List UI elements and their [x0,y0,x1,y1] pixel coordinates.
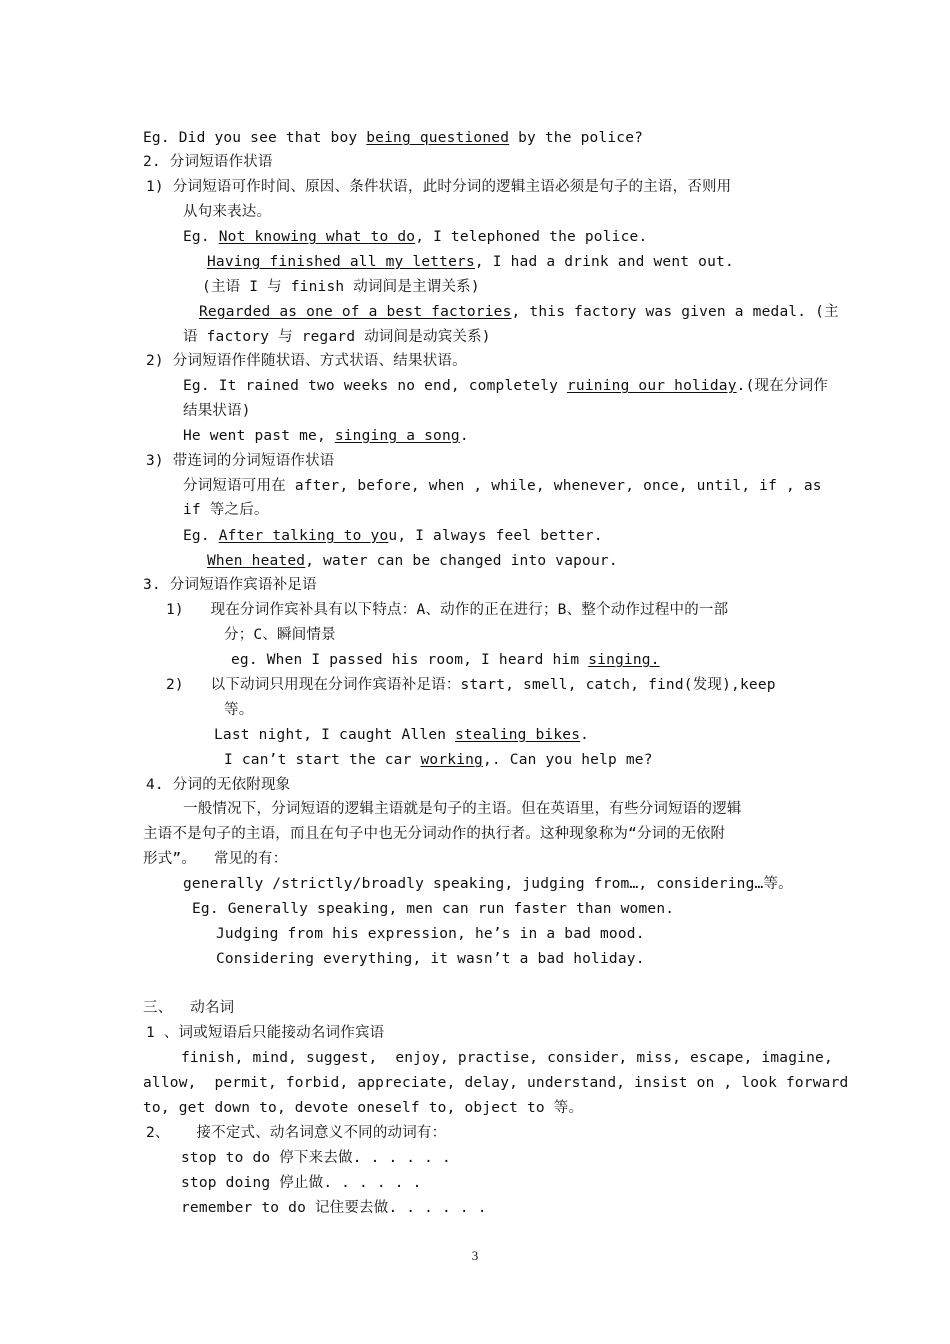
text-run: 2. 分词短语作状语 [143,154,273,170]
text-run: Eg. [183,229,219,245]
page-number: 3 [471,1248,479,1263]
text-run: Considering everything, it wasn’t a bad holiday. [216,951,645,967]
text-line [216,924,645,944]
text-line [143,1098,583,1118]
text-line [143,152,273,172]
text-run: , this factory was given a medal. (主 [511,304,839,320]
text-run: 3) 带连词的分词短语作状语 [146,453,335,469]
text-run: stop to do 停下来去做. . . . . . [181,1150,451,1166]
text-line [146,451,335,471]
text-line [181,1148,451,1168]
text-run: . [580,727,590,743]
text-run: .(现在分词作 [736,378,829,394]
text-line [166,600,728,620]
text-run: allow, permit, forbid, appreciate, delay, understand, insist on , look forward [143,1075,849,1091]
text-run: 等。 [224,702,254,718]
text-run: 形式”。 常见的有： [143,851,288,867]
text-line [146,177,731,197]
text-run: 一般情况下，分词短语的逻辑主语就是句子的主语。但在英语里，有些分词短语的逻辑 [183,801,742,817]
text-run: . [459,428,469,444]
text-line [183,327,491,347]
text-run: 分词短语可用在 after, before, when , while, whenever, once, until, if , as [183,478,822,494]
text-line [183,227,647,247]
text-line [183,799,742,819]
text-line [146,1023,384,1043]
text-run: to, get down to, devote oneself to, object to 等。 [143,1100,584,1116]
text-run: 三、 动名词 [143,1000,235,1016]
underlined-phrase: Not knowing what to do [218,229,416,245]
text-run: Judging from his expression, he’s in a bad mood. [216,926,645,942]
text-run: Eg. Did you see that boy [143,130,367,146]
text-line [181,1173,422,1193]
text-line [146,1123,446,1143]
text-line [166,675,776,695]
text-run: 2) 以下动词只用现在分词作宾语补足语：start, smell, catch, find(发现),keep [166,677,776,693]
text-line [181,1198,487,1218]
text-run: Eg. Generally speaking, men can run faster than women. [192,901,675,917]
text-run: 1) 现在分词作宾补具有以下特点：A、动作的正在进行；B、整个动作过程中的一部 [166,602,729,618]
text-line [199,302,839,322]
text-run: I can’t start the car [224,752,421,768]
text-line [207,551,618,571]
text-line [224,750,653,770]
text-line [181,1048,833,1068]
text-run: remember to do 记住要去做. . . . . . [181,1200,487,1216]
text-run: by the police? [509,130,644,146]
text-run: u, I always feel better. [388,528,603,544]
text-line [183,202,271,222]
text-line [231,650,660,670]
text-line [202,277,480,297]
text-line [146,775,290,795]
text-run: Last night, I caught Allen [214,727,456,743]
text-line [183,500,269,520]
text-line [183,476,822,496]
underlined-phrase: stealing bikes [455,727,581,743]
text-run: 结果状语) [183,403,251,419]
text-run: Eg. It rained two weeks no end, completely [183,378,567,394]
text-line [214,725,589,745]
text-run: if 等之后。 [183,502,269,518]
text-line [183,874,793,894]
text-run: Eg. [183,528,219,544]
text-run: 分；C、瞬间情景 [224,627,336,643]
text-line [143,849,287,869]
text-run: 3. 分词短语作宾语补足语 [143,577,317,593]
underlined-phrase: singing a song [334,428,460,444]
underlined-phrase: Regarded as one of a best factories [199,304,512,320]
text-line [143,824,725,844]
text-run: , I had a drink and went out. [474,254,734,270]
text-line [216,949,645,969]
text-line [143,128,643,148]
text-run: 1) 分词短语可作时间、原因、条件状语，此时分词的逻辑主语必须是句子的主语，否则用 [146,179,732,195]
underlined-phrase: Having finished all my letters [207,254,475,270]
text-run: 主语不是句子的主语，而且在句子中也无分词动作的执行者。这种现象称为“分词的无依附 [143,826,726,842]
text-line [192,899,674,919]
text-run: eg. When I passed his room, I heard him [231,652,589,668]
text-run: finish, mind, suggest, enjoy, practise, consider, miss, escape, imagine, [181,1050,833,1066]
text-line [224,625,336,645]
text-run: ,. Can you help me? [482,752,653,768]
text-run: , I telephoned the police. [415,229,648,245]
text-run: (主语 I 与 finish 动词间是主谓关系) [202,279,480,295]
underlined-phrase: working [420,752,483,768]
text-run: stop doing 停止做. . . . . . [181,1175,422,1191]
text-run: 1 、词或短语后只能接动名词作宾语 [146,1025,385,1041]
underlined-phrase: singing. [588,652,660,668]
text-run: 2、 接不定式、动名词意义不同的动词有： [146,1125,447,1141]
text-run: 从句来表达。 [183,204,272,220]
text-line [183,376,828,396]
text-line [183,526,603,546]
text-run: 语 factory 与 regard 动词间是动宾关系) [183,329,491,345]
text-line [143,575,317,595]
text-run: 2) 分词短语作伴随状语、方式状语、结果状语。 [146,353,467,369]
underlined-phrase: After talking to yo [218,528,389,544]
text-run: , water can be changed into vapour. [305,553,618,569]
text-line [183,426,469,446]
text-line [224,700,253,720]
underlined-phrase: being questioned [366,130,510,146]
text-run: generally /strictly/broadly speaking, judging from…, considering…等。 [183,876,793,892]
text-line [146,351,467,371]
text-line [183,401,251,421]
text-line [207,252,734,272]
underlined-phrase: When heated [207,553,306,569]
text-line [143,1073,848,1093]
text-line [143,998,234,1018]
underlined-phrase: ruining our holiday [566,378,737,394]
text-run: 4. 分词的无依附现象 [146,777,291,793]
text-run: He went past me, [183,428,335,444]
